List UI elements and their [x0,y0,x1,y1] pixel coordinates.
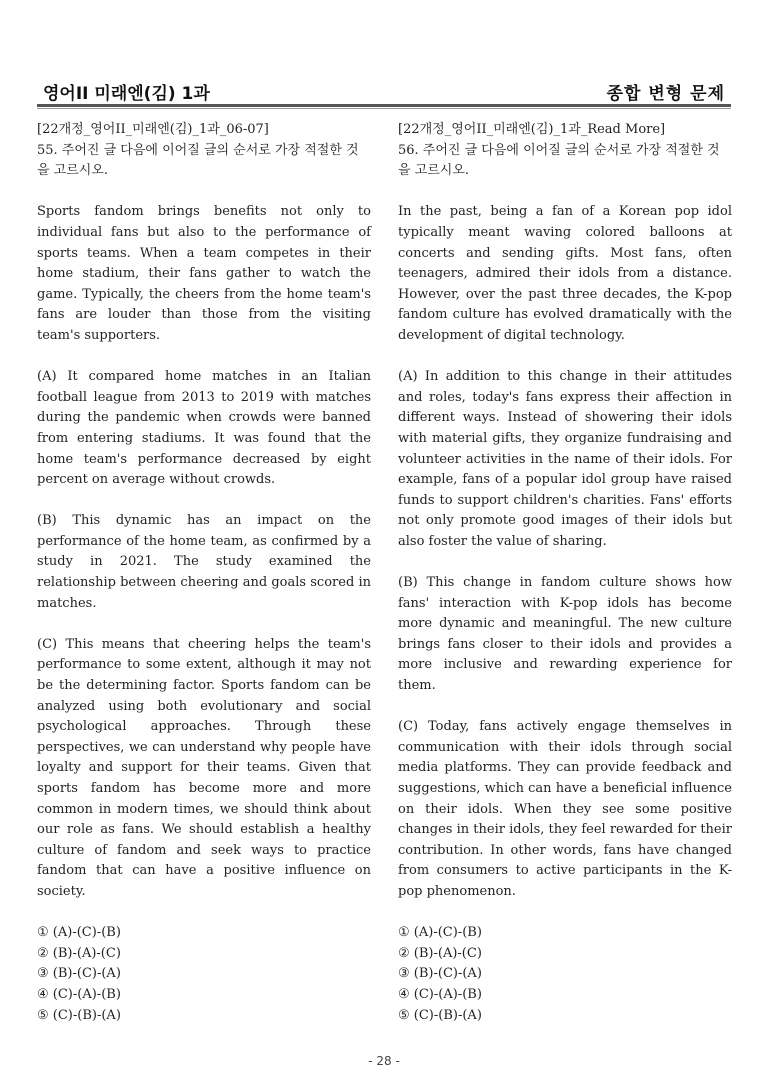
question-stem: 55. 주어진 글 다음에 이어질 글의 순서로 가장 적절한 것을 고르시오. [37,142,359,179]
question-code: [22개정_영어II_미래엔(김)_1과_06-07] [37,122,269,137]
passage-part-c: (C) Today, fans actively engage themselves in communication with their idols through social media platforms. They can provide feedback and suggestions, which can have a beneficial influence on their idols. When they see some positive changes in their idols, they feel rewarded for their contribution. In other words, fans have changed from consumers to active participants in the K-pop phenomenon. [398,719,732,899]
passage-part-b: (B) This change in fandom culture shows how fans' interaction with K-pop idols has become more dynamic and meaningful. The new culture brings fans closer to their idols and provides a more inclusive and rewarding experience for them. [398,575,732,694]
answer-option-5: ⑤ (C)-(B)-(A) [398,1007,482,1023]
passage-intro: Sports fandom brings benefits not only to individual fans but also to the performance of sports teams. When a team competes in their home stadium, their fans gather to watch the game. Typically, the cheers from the home team's fans are louder than those from the visiting team's supporters. [37,204,371,343]
header-rule-thin [37,108,731,109]
page-number: - 28 - [368,1054,400,1068]
question-56 [398,120,732,1026]
answer-option-2: ② (B)-(A)-(C) [37,945,121,961]
passage-part-c: (C) This means that cheering helps the team's performance to some extent, although it may not be the determining factor. Sports fandom can be analyzed using both evolutionary and social psychological approaches. Through these perspectives, we can understand why people have loyalty and support for their teams. Given that sports fandom has become more and more common in modern times, we should think about our role as fans. We should establish a healthy culture of fandom and seek ways to practice fandom that can have a positive influence on society. [37,636,371,899]
question-55 [37,120,371,1026]
answer-option-5: ⑤ (C)-(B)-(A) [37,1007,121,1023]
answer-options [37,923,371,1026]
answer-option-4: ④ (C)-(A)-(B) [37,986,121,1002]
answer-option-4: ④ (C)-(A)-(B) [398,986,482,1002]
answer-option-3: ③ (B)-(C)-(A) [37,966,121,982]
passage-part-a: (A) In addition to this change in their attitudes and roles, today's fans express their affection in different ways. Instead of showering their idols with material gifts, they organize fundraising and volunteer activities in the name of their idols. For example, fans of a popular idol group have raised funds to support children's charities. Fans' efforts not only promote good images of their idols but also foster the value of sharing. [398,369,732,549]
question-code: [22개정_영어II_미래엔(김)_1과_Read More] [398,122,666,137]
passage [37,202,371,902]
passage [398,202,732,902]
passage-part-a: (A) It compared home matches in an Italian football league from 2013 to 2019 with matches during the pandemic when crowds were banned from entering stadiums. It was found that the home team's performance decreased by eight percent on average without crowds. [37,369,371,488]
answer-option-1: ① (A)-(C)-(B) [398,925,482,941]
header-right-title: 종합 변형 문제 [606,84,725,104]
question-stem: 56. 주어진 글 다음에 이어질 글의 순서로 가장 적절한 것을 고르시오. [398,142,720,179]
answer-option-1: ① (A)-(C)-(B) [37,925,121,941]
passage-intro: In the past, being a fan of a Korean pop idol typically meant waving colored balloons at concerts and sending gifts. Most fans, often teenagers, admired their idols from a distance. However, over the past three decades, the K-pop fandom culture has evolved dramatically with the development of digital technology. [398,204,732,343]
answer-option-3: ③ (B)-(C)-(A) [398,966,482,982]
page-header [37,0,731,104]
passage-part-b: (B) This dynamic has an impact on the performance of the home team, as confirmed by a study in 2021. The study examined the relationship between cheering and goals scored in matches. [37,513,371,611]
header-left-title: 영어II 미래엔(김) 1과 [43,84,210,104]
header-rule-thick [37,104,731,107]
answer-option-2: ② (B)-(A)-(C) [398,945,482,961]
answer-options [398,923,732,1026]
